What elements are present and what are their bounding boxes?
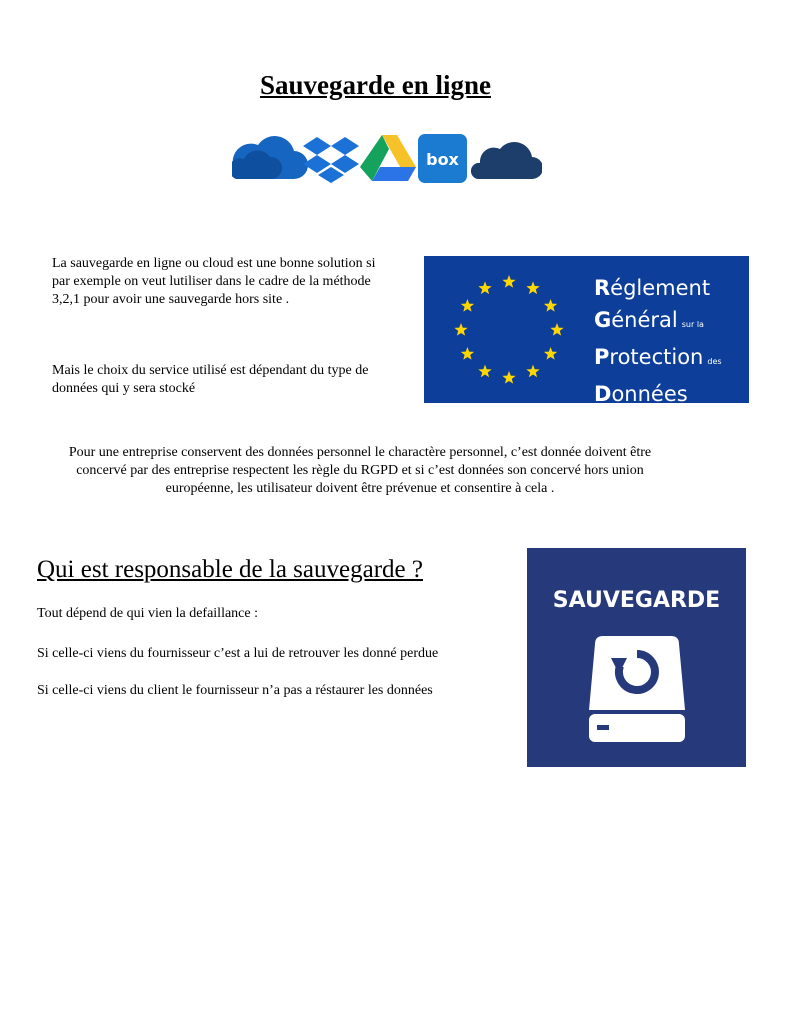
icloud-icon [471,142,542,179]
eu-star-icon [461,347,474,360]
intro-paragraph-1: La sauvegarde en ligne ou cloud est une bonne solution si par exemple on veut lutiliser dans le cadre de la méthode 3,2,1 pour avoir une sauvegarde hors site . [52,256,376,307]
body-line-2: Si celle-ci viens du fournisseur c’est a lui de retrouver les donné perdue [37,646,439,661]
box-icon [418,134,467,183]
google-drive-icon [360,135,416,181]
cloud-logos [232,131,542,185]
eu-star-icon [478,281,491,294]
intro-paragraph-2: Mais le choix du service utilisé est dépendant du type de données qui y sera stocké [52,363,369,396]
eu-star-icon [478,365,491,378]
hard-drive-restore-icon [587,630,687,746]
page-title: Sauvegarde en ligne [259,70,491,100]
eu-star-icon [550,323,563,336]
eu-stars-icon [424,256,594,403]
backup-title: SAUVEGARDE [552,588,721,613]
eu-star-icon [544,299,557,312]
onedrive-icon [232,136,308,179]
backup-image [527,548,746,767]
body-line-1: Tout dépend de qui vien la defaillance : [37,606,258,621]
rgpd-image [424,256,749,406]
box-label: box [426,150,459,169]
rgpd-text [594,272,722,410]
rgpd-line-1: Réglement [594,276,711,300]
eu-star-icon [454,323,467,336]
eu-star-icon [526,281,539,294]
rgpd-paragraph: Pour une entreprise conservent des données personnel le charactère personnel, c’est donnée doivent être concervé par des entreprise respectent les règle du RGPD et si c’est données son concervé hors union européenne, les utilisateur doivent être prévenue et consentire à cela . [68,445,652,496]
rgpd-line-2: Général sur la [594,308,704,332]
eu-star-icon [526,365,539,378]
eu-star-icon [461,299,474,312]
body-line-3: Si celle-ci viens du client le fournisseur n’a pas a réstaurer les données [37,683,433,698]
rgpd-line-4: Données [594,382,688,406]
eu-star-icon [502,275,515,288]
dropbox-icon [303,137,359,183]
eu-star-icon [502,371,515,384]
section-heading: Qui est responsable de la sauvegarde ? [37,556,423,583]
rgpd-line-3: Protection des [594,345,722,369]
eu-star-icon [544,347,557,360]
